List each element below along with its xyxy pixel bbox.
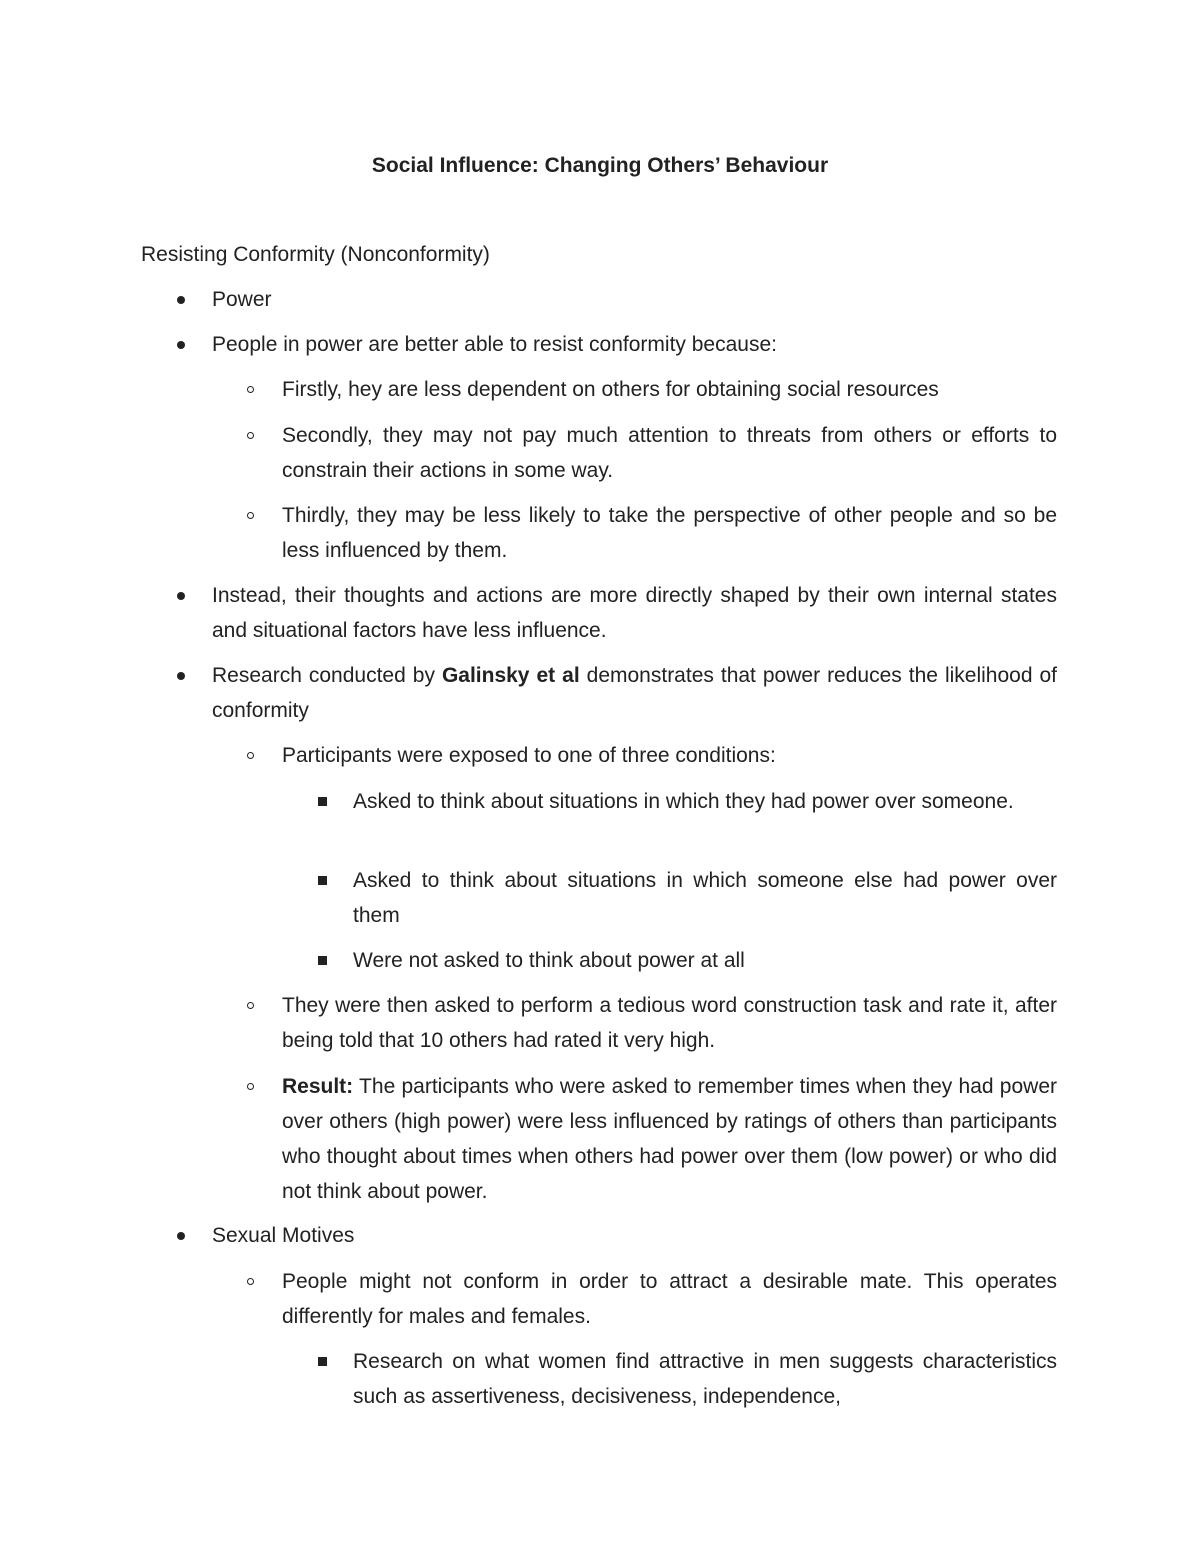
section-heading: Resisting Conformity (Nonconformity): [141, 243, 490, 266]
list-item: People in power are better able to resist conformity because:: [212, 333, 777, 356]
bullet-circle-icon: [247, 988, 254, 1023]
document-title: Social Influence: Changing Others’ Behaviour: [371, 154, 829, 177]
list-item: Thirdly, they may be less likely to take the perspective of other people and so be less influenced by them.: [282, 504, 1057, 562]
list-item-text: demonstrates that power reduces the likelihood of conformity: [212, 664, 1058, 722]
list-item-text: The participants who were asked to remember times when they had power over others (high power) were less influenced by ratings of others than participants who thought about times when others had power over them (low power) or who did not think about power.: [282, 1075, 1057, 1203]
list-item: People might not conform in order to attract a desirable mate. This operates differently for males and females.: [282, 1270, 1057, 1328]
bullet-circle-icon: [247, 1264, 254, 1299]
list-item: Secondly, they may not pay much attention to threats from others or efforts to constrain their actions in some way.: [282, 424, 1057, 482]
bullet-dot-icon: [177, 1218, 185, 1253]
bullet-circle-icon: [247, 1069, 254, 1104]
bold-label: Result:: [282, 1075, 354, 1098]
bullet-dot-icon: [177, 658, 185, 693]
list-item: Were not asked to think about power at all: [353, 949, 745, 972]
list-item: Asked to think about situations in which someone else had power over them: [353, 869, 1057, 927]
list-item: [282, 1069, 1057, 1209]
list-item: Participants were exposed to one of three conditions:: [282, 744, 776, 767]
bullet-circle-icon: [247, 738, 254, 773]
bullet-dot-icon: [177, 327, 185, 362]
bullet-dot-icon: [177, 578, 185, 613]
bullet-circle-icon: [247, 498, 254, 533]
list-item: They were then asked to perform a tedious word construction task and rate it, after being told that 10 others had rated it very high.: [282, 994, 1057, 1052]
list-item: Asked to think about situations in which they had power over someone.: [353, 790, 1014, 813]
list-item: Research on what women find attractive in men suggests characteristics such as assertiveness, decisiveness, independence,: [353, 1350, 1057, 1408]
bold-citation: Galinsky et al: [441, 664, 580, 687]
bullet-square-icon: [318, 1344, 327, 1379]
bullet-square-icon: [318, 943, 327, 978]
bullet-square-icon: [318, 784, 327, 819]
list-item: Power: [212, 288, 272, 311]
bullet-circle-icon: [247, 372, 254, 407]
list-item: Instead, their thoughts and actions are more directly shaped by their own internal states and situational factors have less influence.: [212, 584, 1057, 642]
bullet-circle-icon: [247, 418, 254, 453]
list-item: [212, 658, 1057, 728]
list-item-text: Research conducted by: [212, 664, 442, 687]
bullet-dot-icon: [177, 282, 185, 317]
list-item: Sexual Motives: [212, 1224, 355, 1247]
bullet-square-icon: [318, 863, 327, 898]
list-item: Firstly, hey are less dependent on others for obtaining social resources: [282, 378, 939, 401]
